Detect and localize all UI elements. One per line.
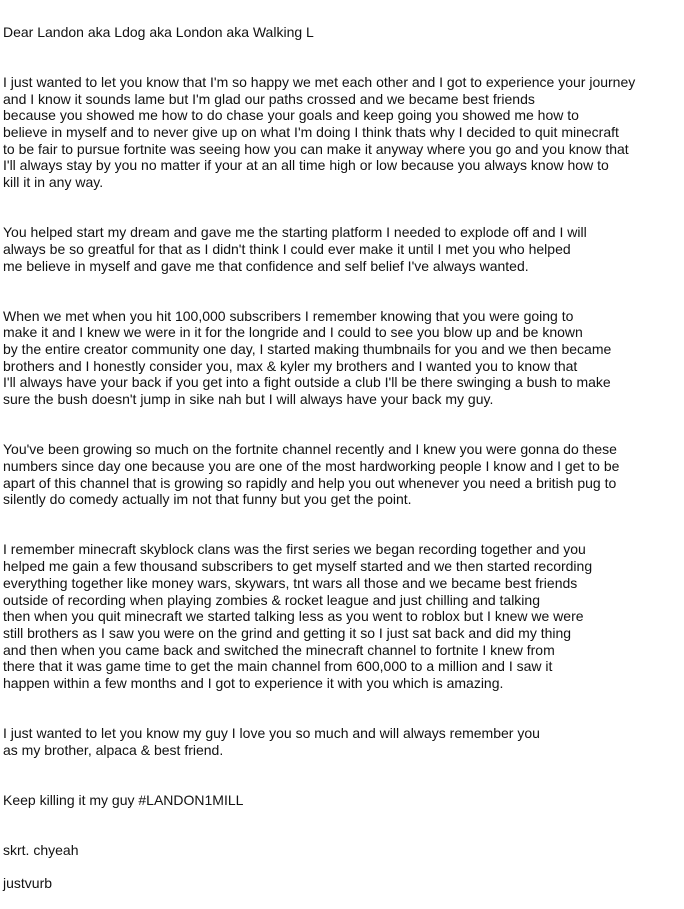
letter-signature: justvurb [3,875,53,892]
letter-paragraph-4: You've been growing so much on the fortnite channel recently and I knew you were gonna do these numbers since day one because you are one of the most hardworking people I know and I get to be apart of this channel that is growing so rapidly and help you out whenever you need a british pug to silently do comedy actually im not that funny but you get the point. [3,441,620,508]
letter-paragraph-7: Keep killing it my guy #LANDON1MILL [3,791,244,808]
letter-paragraph-5: I remember minecraft skyblock clans was the first series we began recording together and you helped me gain a few thousand subscribers to get myself started and we then started recording everything together like money wars, skywars, tnt wars all those and we became best friends outside of recording when playing zombies & rocket league and just chilling and talking then when you quit minecraft we started talking less as you went to roblox but I knew we were still brothers as I saw you were on the grind and getting it so I just sat back and did my thing and then when you came back and switched the minecraft channel to fortnite I knew from there that it was game time to get the main channel from 600,000 to a million and I saw it happen within a few months and I got to experience it with you which is amazing. [3,541,593,692]
letter-signoff: skrt. chyeah [3,842,79,859]
letter-paragraph-6: I just wanted to let you know my guy I love you so much and will always remember you as my brother, alpaca & best friend. [3,725,540,758]
letter-paragraph-2: You helped start my dream and gave me the starting platform I needed to explode off and I will always be so greatful for that as I didn't think I could ever make it until I met you who helped me believe in myself and gave me that confidence and self belief I've always wanted. [3,224,587,274]
letter-body [3,7,681,909]
letter-paragraph-1: I just wanted to let you know that I'm so happy we met each other and I got to experience your journey and I know it sounds lame but I'm glad our paths crossed and we became best friends because you showed me how to do chase your goals and keep going you showed me how to believe in myself and to never give up on what I'm doing I think thats why I decided to quit minecraft to be fair to pursue fortnite was seeing how you can make it anyway where you go and you know that I'll always stay by you no matter if your at an all time high or low because you always know how to kill it in any way. [3,73,636,191]
letter-greeting: Dear Landon aka Ldog aka London aka Walking L [3,23,314,40]
letter-paragraph-3: When we met when you hit 100,000 subscribers I remember knowing that you were going to make it and I knew we were in it for the longride and I could to see you blow up and be known by the entire creator community one day, I started making thumbnails for you and we then became brothers and I honestly consider you, max & kyler my brothers and I wanted you to know that I'll always have your back if you get into a fight outside a club I'll be there swinging a bush to make sure the bush doesn't jump in sike nah but I will always have your back my guy. [3,307,612,408]
